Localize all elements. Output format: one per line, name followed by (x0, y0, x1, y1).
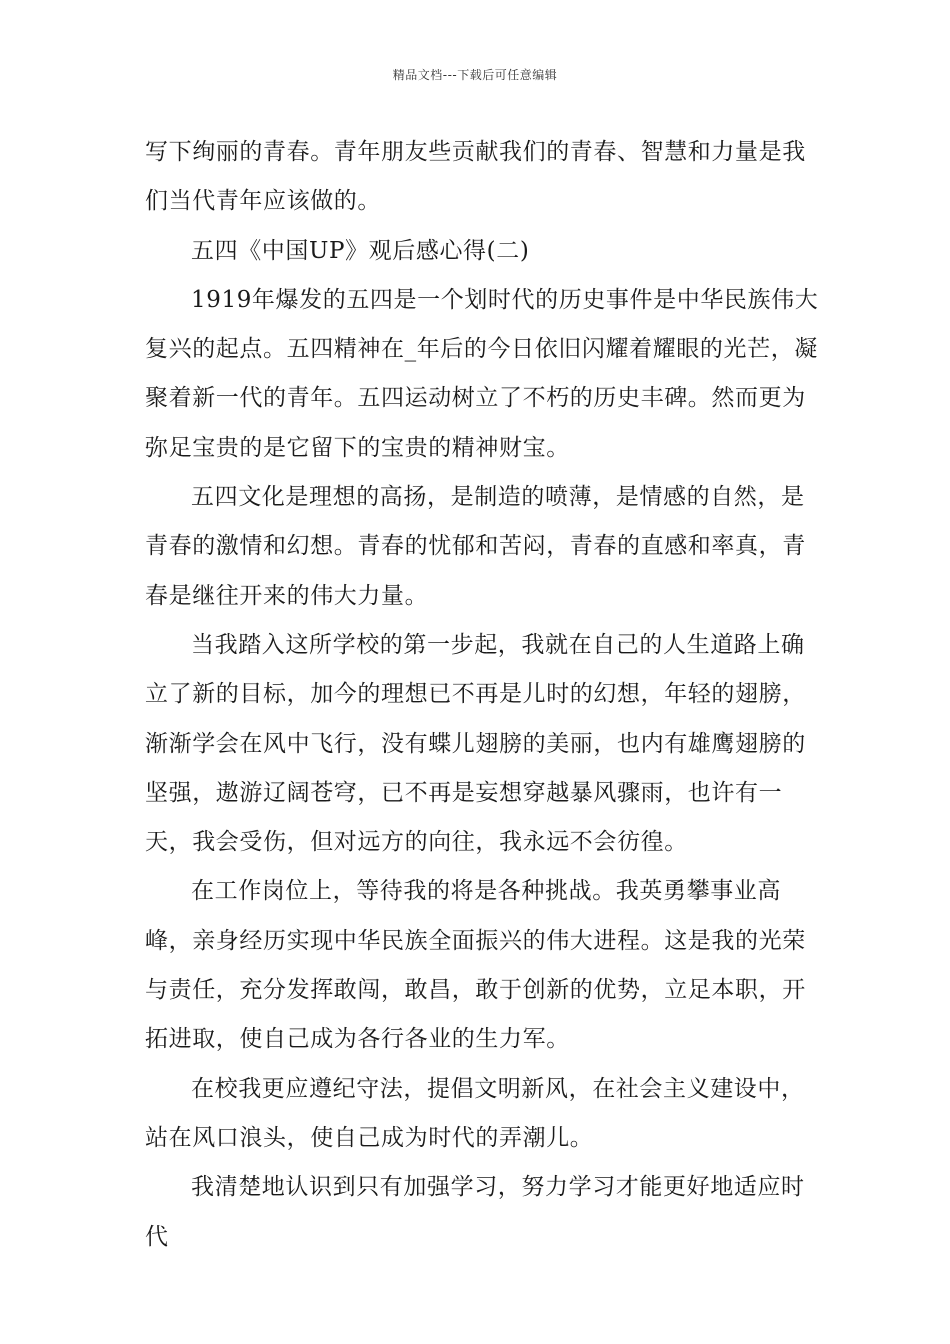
page-header: 精品文档---下载后可任意编辑 (392, 68, 558, 82)
paragraph-7: 在校我更应遵纪守法，提倡文明新风，在社会主义建设中，站在风口浪头，使自己成为时代的弄潮儿。 (145, 1075, 805, 1151)
paragraph-1: 写下绚丽的青春。青年朋友些贡献我们的青春、智慧和力量是我们当代青年应该做的。 (145, 139, 806, 215)
paragraph-4: 五四文化是理想的高扬，是制造的喷薄，是情感的自然，是青春的激情和幻想。青春的忧郁和苦闷，青春的直感和率真，青春是继往开来的伟大力量。 (145, 484, 806, 609)
section-title: 五四《中国UP》观后感心得(二) (191, 237, 530, 264)
document-body (145, 128, 825, 1262)
paragraph-5: 当我踏入这所学校的第一步起，我就在自己的人生道路上确立了新的目标，加今的理想已不再是儿时的幻想，年轻的翅膀，渐渐学会在风中飞行，没有蝶儿翅膀的美丽，也内有雄鹰翅膀的坚强，遨游辽阔苍穹，已不再是妄想穿越暴风骤雨，也许有一天，我会受伤，但对远方的向往，我永远不会彷徨。 (145, 631, 806, 856)
paragraph-3: 1919年爆发的五四是一个划时代的历史事件是中华民族伟大复兴的起点。五四精神在_年后的今日依旧闪耀着耀眼的光芒，凝聚着新一代的青年。五四运动树立了不朽的历史丰碑。然而更为弥足宝贵的是它留下的宝贵的精神财宝。 (145, 286, 819, 461)
paragraph-6: 在工作岗位上，等待我的将是各种挑战。我英勇攀事业高峰，亲身经历实现中华民族全面振兴的伟大进程。这是我的光荣与责任，充分发挥敢闯，敢昌，敢于创新的优势，立足本职，开拓进取，使自己成为各行各业的生力军。 (145, 878, 806, 1053)
paragraph-8: 我清楚地认识到只有加强学习，努力学习才能更好地适应时代 (145, 1174, 805, 1250)
